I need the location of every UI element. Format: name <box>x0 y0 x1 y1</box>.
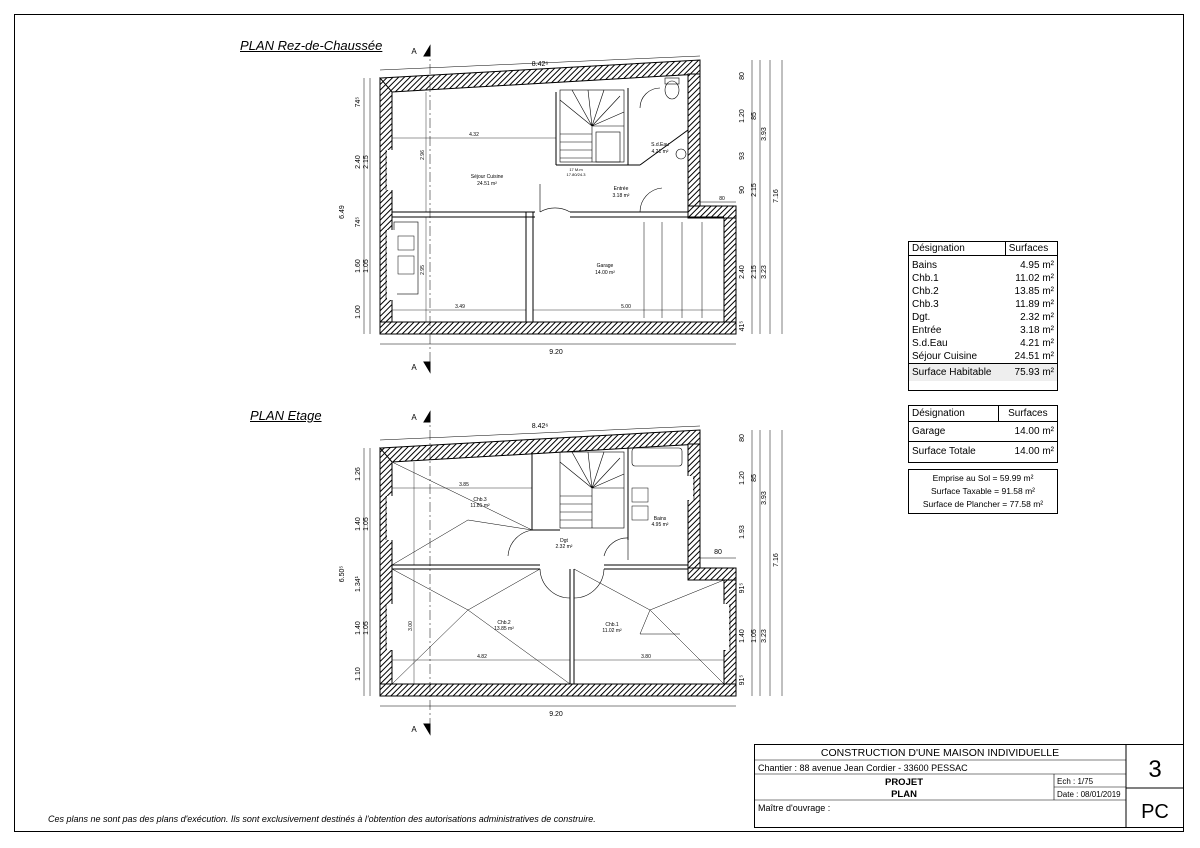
table-header-designation: Désignation <box>909 242 1005 256</box>
surface-habitable-table <box>908 241 1058 391</box>
dim-etage-l-140b: 1.40 <box>355 621 362 635</box>
dim-rdc-80: 80 <box>719 196 725 202</box>
title-block-chantier: Chantier : 88 avenue Jean Cordier - 33600 PESSAC <box>758 763 968 773</box>
table-row-value: 11.89 m² <box>1015 299 1054 310</box>
dim-etage-80: 80 <box>714 549 722 556</box>
dim-etage-r-915: 91⁵ <box>739 582 746 594</box>
dim-etage-l-126: 1.26 <box>355 467 362 481</box>
title-block-title: CONSTRUCTION D'UNE MAISON INDIVIDUELLE <box>820 747 1060 759</box>
room-bains-name: Bains <box>653 516 667 522</box>
title-block-plan: PLAN <box>891 789 917 800</box>
rdc-wall-step <box>688 206 736 218</box>
stair-rdc-name: 17 M.m <box>569 167 583 172</box>
title-block-projet: PROJET <box>884 777 924 788</box>
plan-etage <box>364 412 782 734</box>
table-row-name: Garage <box>912 426 946 437</box>
summary-plancher: Surface de Plancher = 77.58 m² <box>922 499 1044 509</box>
summary-emprise: Emprise au Sol = 59.99 m² <box>932 473 1034 483</box>
dim-rdc-r-716: 7.16 <box>773 189 780 203</box>
table-row-value: 13.85 m² <box>1014 286 1054 297</box>
table-total-name: Surface Habitable <box>912 367 992 378</box>
dim-etage-l-140: 1.40 <box>355 517 362 531</box>
etage-wall-top <box>380 430 700 462</box>
dim-etage-l-134: 1.34¹ <box>355 576 362 592</box>
dim-rdc-r-93: 93 <box>739 152 746 160</box>
dim-rdc-r-80: 80 <box>739 72 746 80</box>
dim-etage-top: 8.42⁶ <box>531 423 549 430</box>
table-row-name: Entrée <box>912 325 942 336</box>
table-row-value: 3.18 m² <box>1020 325 1054 336</box>
surface-garage-table <box>908 405 1058 463</box>
table-row-name: Séjour Cuisine <box>912 351 978 362</box>
room-sejour-name: Séjour Cuisine <box>470 174 504 180</box>
title-block-date: Date : 08/01/2019 <box>1057 790 1121 799</box>
stair-rdc-area: 17.80/24.3 <box>566 172 586 177</box>
rdc-wall-right-upper <box>688 74 700 206</box>
dim-rdc-296: 2.96 <box>420 150 426 160</box>
section-mark-a-rdc-top: A <box>411 47 417 56</box>
dim-rdc-l-745b: 74⁵ <box>355 216 362 228</box>
room-sejour-area: 24.51 m² <box>477 181 497 187</box>
plan-title-etage: PLAN Etage <box>250 408 322 423</box>
section-mark-a-etage-bottom: A <box>411 725 417 734</box>
etage-wall-left <box>380 448 392 696</box>
plan-title-rdc: PLAN Rez-de-Chaussée <box>240 38 383 53</box>
dim-rdc-r-215: 2.15 <box>751 183 758 197</box>
table-row-value: 4.21 m² <box>1020 338 1054 349</box>
sheet-number: 3 <box>1148 756 1162 783</box>
dim-rdc-295: 2.95 <box>420 265 426 275</box>
rdc-wall-right-lower <box>724 218 736 334</box>
dim-rdc-r-393: 3.93 <box>761 127 768 141</box>
table-header-surfaces: Surfaces <box>998 406 1057 422</box>
table-total-value: 14.00 m² <box>1014 446 1054 457</box>
dim-etage-r-323: 3.23 <box>761 629 768 643</box>
table-total-name: Surface Totale <box>912 446 976 457</box>
etage-roof-lines <box>392 462 724 684</box>
section-mark-a-rdc-bottom: A <box>411 363 417 372</box>
dim-etage-385: 3.85 <box>459 482 469 488</box>
room-sdeau-name: S.d.Eau <box>651 142 669 148</box>
dim-etage-r-915b: 91⁵ <box>739 674 746 686</box>
title-block-maitre: Maître d'ouvrage : <box>758 803 831 813</box>
dim-rdc-349: 3.49 <box>455 304 465 310</box>
dim-rdc-r-415: 41⁵ <box>739 320 746 332</box>
etage-wall-bottom <box>380 684 736 696</box>
table-header-surfaces: Surfaces <box>1005 242 1057 256</box>
room-chb1-area: 11.02 m² <box>602 628 622 634</box>
dim-etage-l-110: 1.10 <box>355 667 362 681</box>
summary-taxable: Surface Taxable = 91.58 m² <box>930 486 1036 496</box>
dim-etage-l-650: 6.50⁵ <box>339 565 346 583</box>
dim-etage-380: 3.80 <box>641 654 651 660</box>
dim-etage-r-393: 3.93 <box>761 491 768 505</box>
dim-rdc-r-323: 3.23 <box>761 265 768 279</box>
dim-etage-r-193: 1.93 <box>739 525 746 539</box>
table-header-designation: Désignation <box>909 406 998 422</box>
dim-rdc-r-215b: 2.15 <box>751 265 758 279</box>
room-chb2-area: 13.85 m² <box>494 626 514 632</box>
dim-etage-l-105: 1.05 <box>363 517 370 531</box>
dim-rdc-bottom: 9.20 <box>549 349 563 356</box>
room-chb1-name: Chb.1 <box>605 622 619 628</box>
dim-rdc-432: 4.32 <box>469 132 479 138</box>
dim-etage-l-105b: 1.05 <box>363 621 370 635</box>
room-entree-area: 3.18 m² <box>612 193 630 199</box>
dim-rdc-r-90: 90 <box>739 186 746 194</box>
table-row-name: Dgt. <box>912 312 931 323</box>
table-row-value: 4.95 m² <box>1020 260 1054 271</box>
dim-etage-r-105: 1.05 <box>751 629 758 643</box>
table-row-name: Chb.3 <box>912 299 939 310</box>
table-row-name: Chb.2 <box>912 286 939 297</box>
room-chb3-name: Chb.3 <box>473 497 487 503</box>
room-dgt-area: 2.32 m² <box>555 544 573 550</box>
title-block-echelle: Ech : 1/75 <box>1057 777 1094 786</box>
room-dgt-name: Dgt <box>560 538 568 544</box>
etage-wall-right-upper <box>688 444 700 568</box>
table-row-name: S.d.Eau <box>912 338 948 349</box>
room-entree-name: Entrée <box>613 186 629 192</box>
dim-rdc-l-215: 2.15 <box>363 155 370 169</box>
table-row-value: 14.00 m² <box>1014 426 1054 437</box>
dim-etage-r-716: 7.16 <box>773 553 780 567</box>
room-sdeau-area: 4.21 m² <box>651 149 669 155</box>
dim-etage-r-120: 1.20 <box>739 471 746 485</box>
table-row-name: Chb.1 <box>912 273 939 284</box>
section-mark-a-etage-top: A <box>411 413 417 422</box>
table-total-value: 75.93 m² <box>1014 367 1054 378</box>
room-garage-area: 14.00 m² <box>595 270 615 276</box>
sheet-code: PC <box>1141 801 1169 823</box>
footnote: Ces plans ne sont pas des plans d'exécution. Ils sont exclusivement destinés à l'obtention des autorisations administratives de construire. <box>48 814 596 824</box>
table-row-name: Bains <box>912 260 938 271</box>
rdc-staircase <box>560 90 624 162</box>
room-garage-name: Garage <box>596 263 614 269</box>
etage-staircase <box>560 452 624 528</box>
dim-rdc-l-100: 1.00 <box>355 305 362 319</box>
etage-wall-step <box>688 568 736 580</box>
dim-rdc-r-240: 2.40 <box>739 265 746 279</box>
rdc-wall-bottom <box>380 322 736 334</box>
dim-rdc-l-240: 2.40 <box>355 155 362 169</box>
dim-rdc-top: 8.42⁶ <box>531 61 549 68</box>
dim-etage-r-85: 85 <box>751 474 758 482</box>
dim-rdc-l-649: 6.49 <box>339 205 346 219</box>
surface-summary <box>908 469 1058 514</box>
dim-rdc-l-745: 74⁵ <box>355 96 362 108</box>
dim-rdc-r-120: 1.20 <box>739 109 746 123</box>
dim-rdc-r-85: 85 <box>751 112 758 120</box>
room-chb3-area: 11.81 m² <box>470 503 490 509</box>
dim-etage-bottom: 9.20 <box>549 711 563 718</box>
table-row-value: 24.51 m² <box>1014 351 1054 362</box>
dim-etage-r-140: 1.40 <box>739 629 746 643</box>
room-chb2-name: Chb.2 <box>497 620 511 626</box>
table-row-value: 11.02 m² <box>1015 273 1054 284</box>
dim-rdc-l-160: 1.60 <box>355 259 362 273</box>
room-bains-area: 4.95 m² <box>651 522 669 528</box>
plan-rdc <box>364 46 782 372</box>
dim-etage-300: 3.00 <box>408 621 414 631</box>
title-block <box>754 744 1184 828</box>
dim-rdc-500: 5.00 <box>621 304 631 310</box>
table-row-value: 2.32 m² <box>1020 312 1054 323</box>
dim-etage-r-80: 80 <box>739 434 746 442</box>
dim-etage-482: 4.82 <box>477 654 487 660</box>
dim-rdc-l-105: 1.05 <box>363 259 370 273</box>
